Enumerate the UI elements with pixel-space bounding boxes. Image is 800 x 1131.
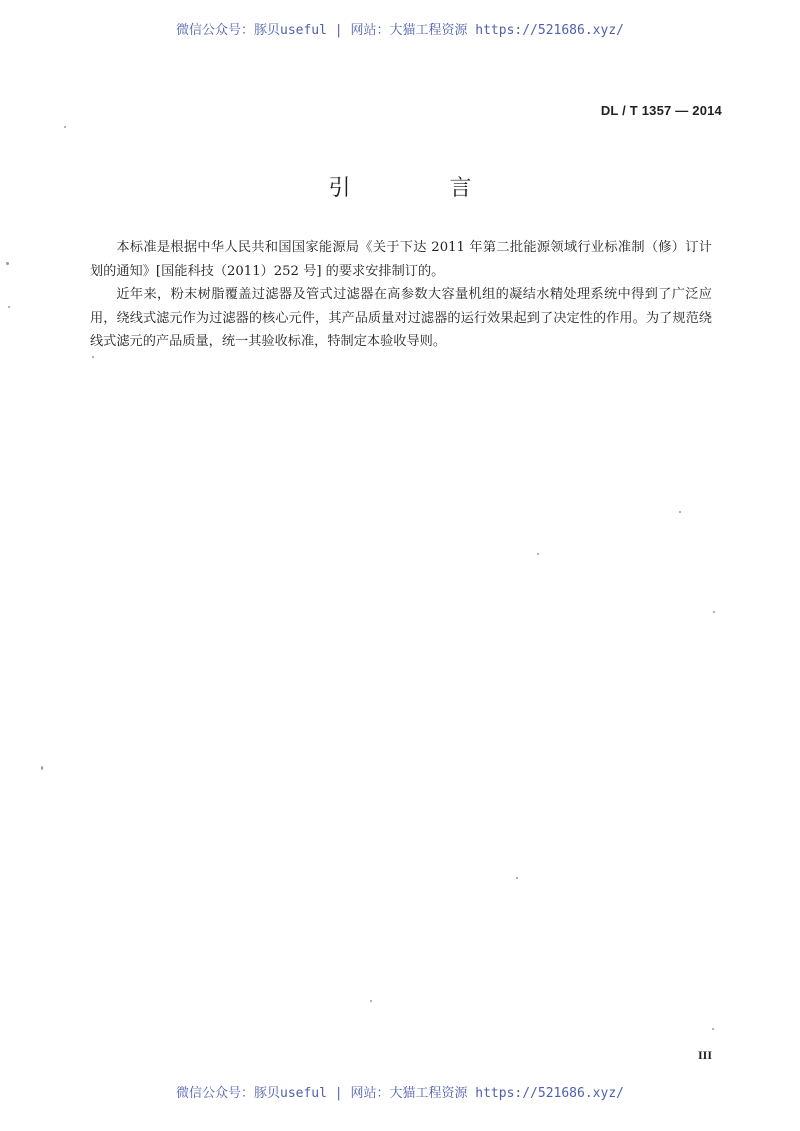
scan-speck bbox=[516, 877, 518, 879]
page-title: 引 言 bbox=[328, 176, 518, 201]
scan-speck bbox=[679, 511, 681, 513]
document-body bbox=[90, 236, 712, 354]
scan-speck bbox=[64, 126, 66, 128]
standard-code: DL / T 1357 — 2014 bbox=[600, 103, 722, 118]
scan-speck bbox=[6, 262, 9, 265]
page-number: III bbox=[697, 1048, 712, 1062]
scan-speck bbox=[370, 1000, 372, 1002]
scan-speck bbox=[712, 1028, 714, 1030]
scan-speck bbox=[41, 766, 43, 770]
paragraph-1: 本标准是根据中华人民共和国国家能源局《关于下达 2011 年第二批能源领域行业标准制（修）订计划的通知》[国能科技（2011）252 号] 的要求安排制订的。 bbox=[90, 240, 712, 279]
scan-speck bbox=[8, 306, 10, 308]
watermark-top: 微信公众号：豚贝useful | 网站：大猫工程资源 https://521686.xyz/ bbox=[176, 23, 624, 38]
scan-speck bbox=[92, 356, 94, 358]
paragraph-2: 近年来，粉末树脂覆盖过滤器及管式过滤器在高参数大容量机组的凝结水精处理系统中得到了广泛应用，绕线式滤元作为过滤器的核心元件，其产品质量对过滤器的运行效果起到了决定性的作用。为了规范绕线式滤元的产品质量，统一其验收标准，特制定本验收导则。 bbox=[90, 287, 712, 349]
scan-speck bbox=[537, 553, 539, 555]
scan-speck bbox=[713, 611, 715, 613]
watermark-bottom: 微信公众号：豚贝useful | 网站：大猫工程资源 https://521686.xyz/ bbox=[176, 1086, 624, 1101]
